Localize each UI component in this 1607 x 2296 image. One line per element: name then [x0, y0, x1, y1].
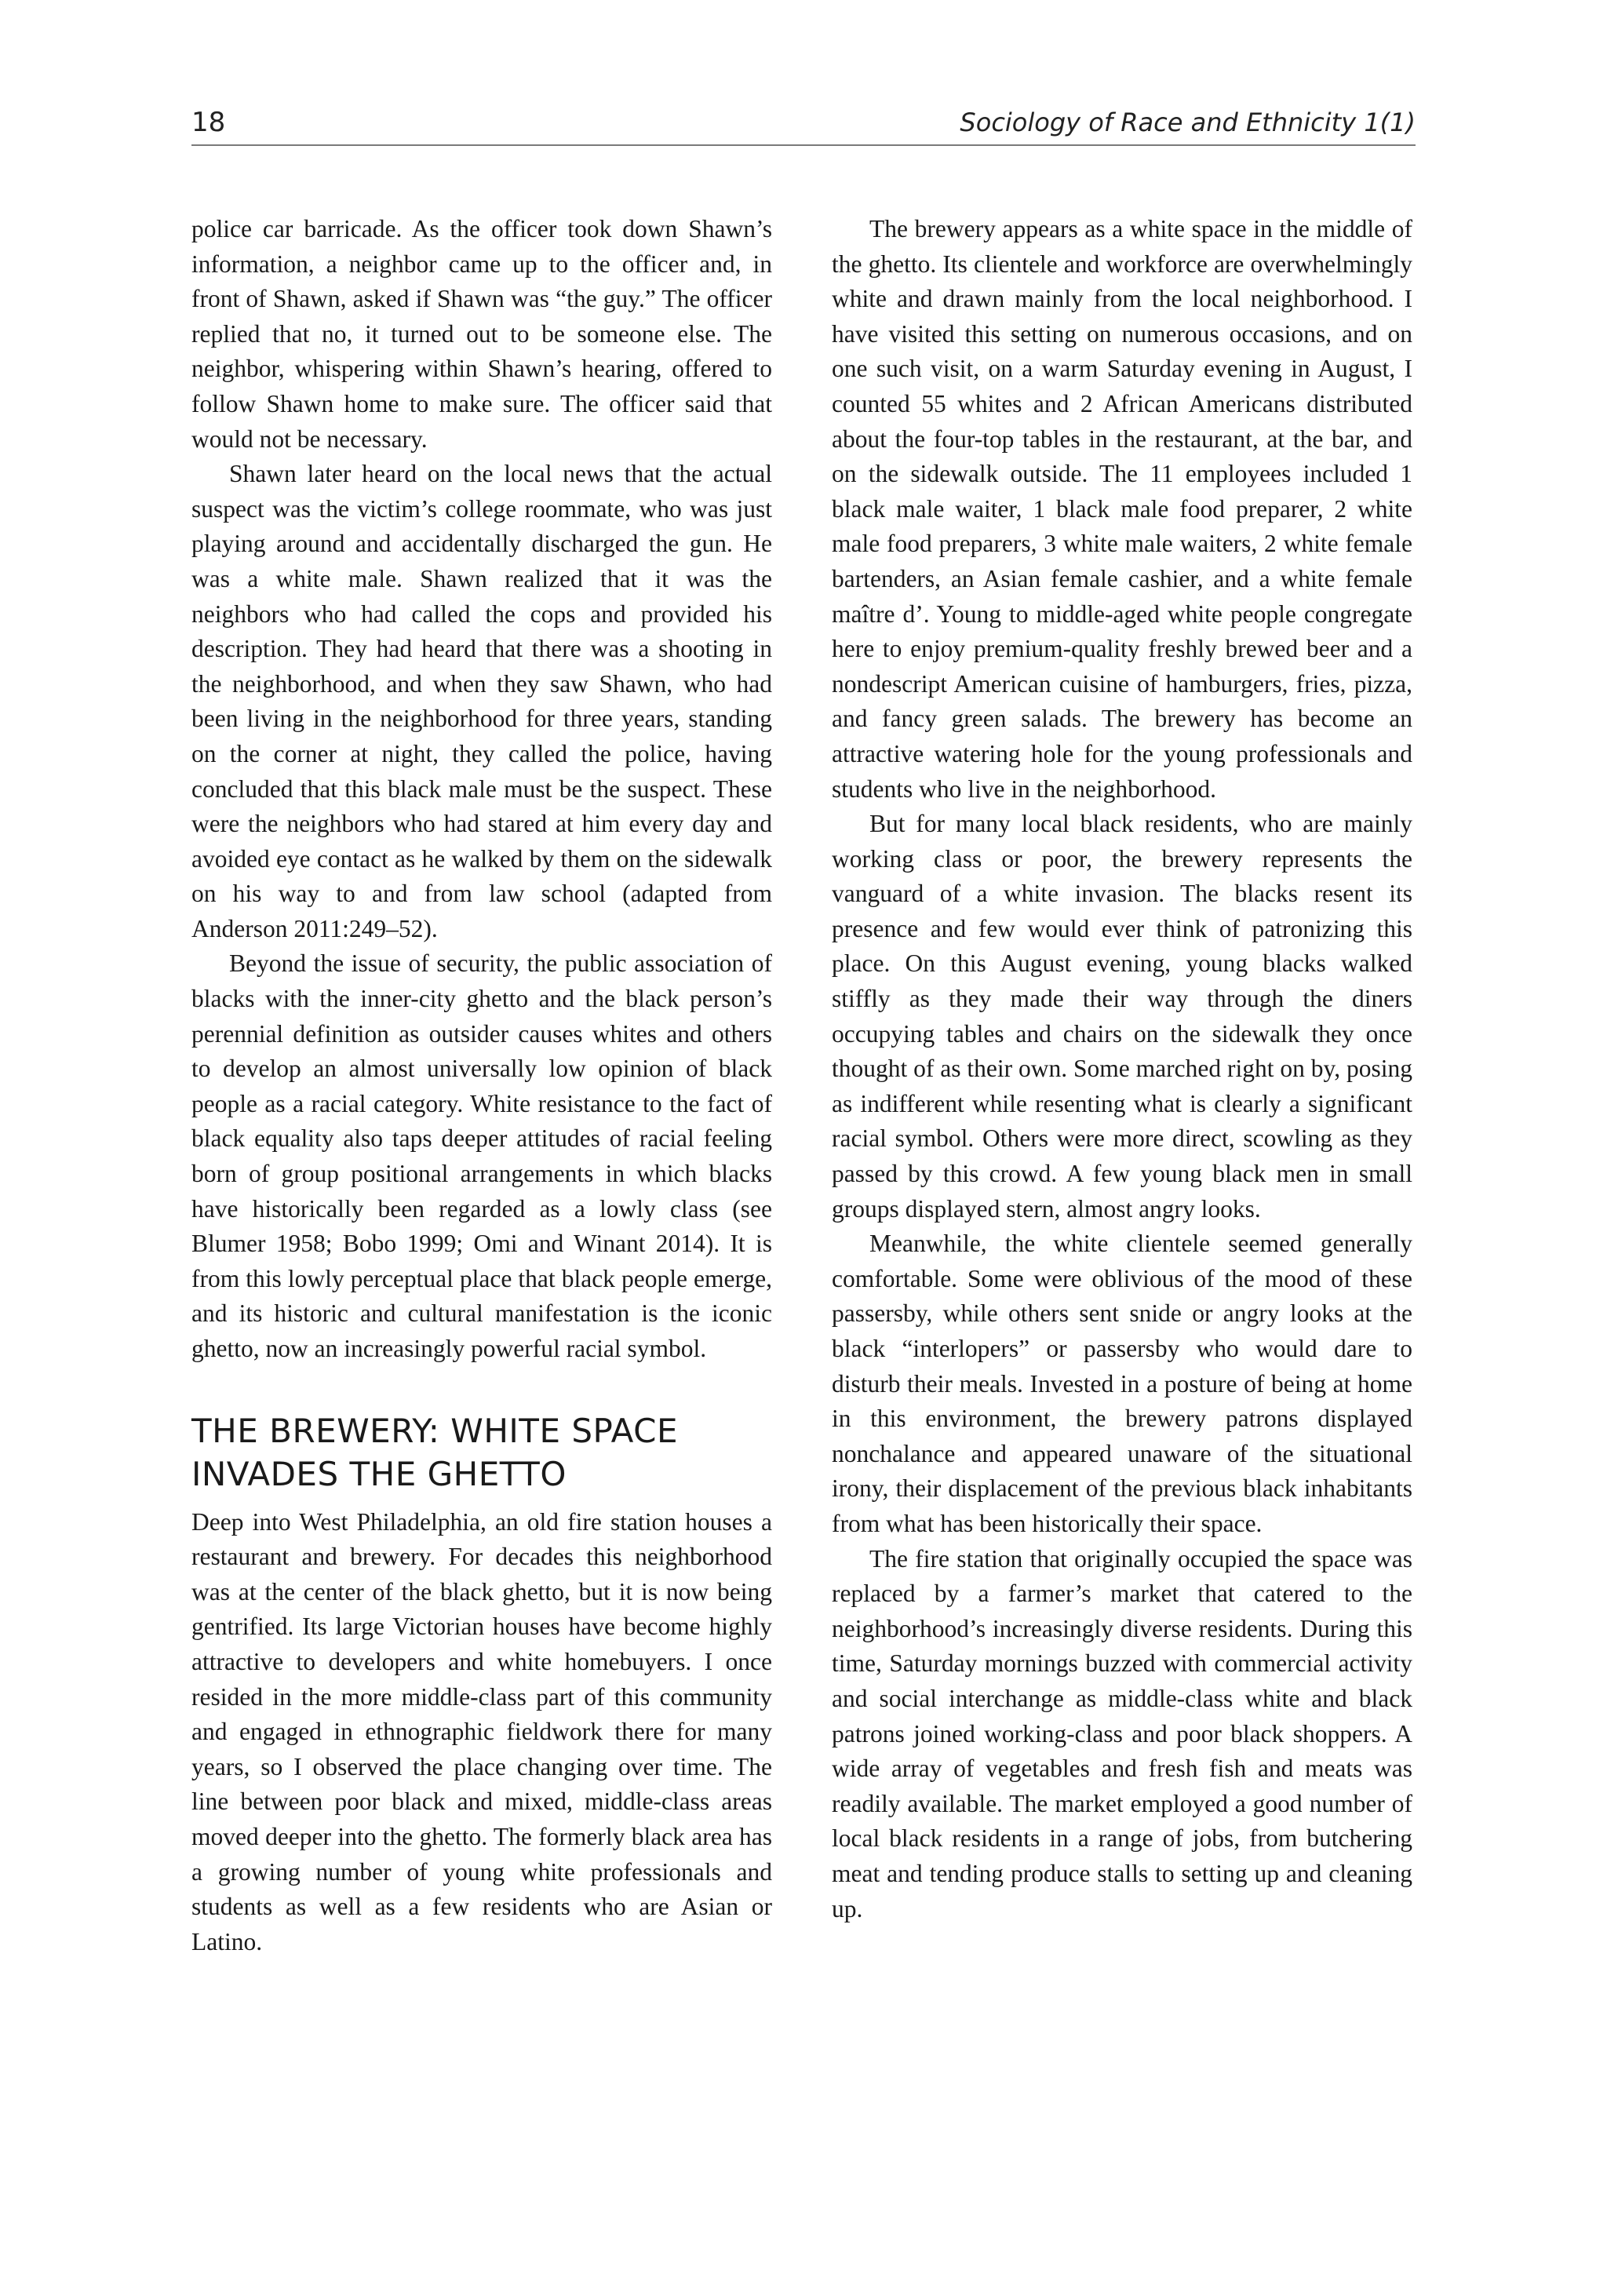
body-paragraph: The brewery appears as a white space in the middle of the ghetto. Its clientele and workforce are overwhelmingly white and drawn mainly from the local neighborhood. I have visited this setting on numerous occasions, and on one such visit, on a warm Saturday evening in August, I counted 55 whites and 2 African Americans distributed about the four-top tables in the restaurant, at the bar, and on the sidewalk outside. The 11 employees included 1 black male waiter, 1 black male food preparer, 2 white male food preparers, 3 white male waiters, 2 white female bartenders, an Asian female cashier, and a white female maître d’. Young to middle-aged white people congregate here to enjoy premium-quality freshly brewed beer and a nondescript American cuisine of hamburgers, fries, pizza, and fancy green salads. The brewery has become an attractive watering hole for the young professionals and students who live in the neighborhood.: [832, 215, 1412, 803]
journal-title: Sociology of Race and Ethnicity 1(1): [960, 108, 1416, 137]
body-paragraph: Beyond the issue of security, the public association of blacks with the inner-city ghetto and the black person’s perennial definition as outsider causes whites and others to develop an almost universally low opinion of black people as a racial category. White resistance to the fact of black equality also taps deeper attitudes of racial feeling born of group positional arrangements in which blacks have historically been regarded as a lowly class (see Blumer 1958; Bobo 1999; Omi and Winant 2014). It is from this lowly perceptual place that black people emerge, and its historic and cultural manifestation is the iconic ghetto, now an increasingly powerful racial symbol.: [191, 949, 772, 1362]
body-paragraph: But for many local black residents, who are mainly working class or poor, the brewery represents the vanguard of a white invasion. The blacks resent its presence and few would ever think of patronizing this place. On this August evening, young blacks walked stiffly as they made their way through the diners occupying tables and chairs on the sidewalk they once thought of as their own. Some marched right on by, posing as indifferent while resenting what is clearly a significant racial symbol. Others were more direct, scowling as they passed by this crowd. A few young black men in small groups displayed stern, almost angry looks.: [832, 810, 1412, 1223]
page-number: 18: [191, 107, 226, 138]
body-paragraph: Meanwhile, the white clientele seemed generally comfortable. Some were oblivious of the mood of these passersby, while others sent snide or angry looks at the black “interlopers” or passersby who would dare to disturb their meals. Invested in a posture of being at home in this environment, the brewery patrons displayed nonchalance and appeared unaware of the situational irony, their displacement of the previous black inhabitants from what has been historically their space.: [832, 1230, 1412, 1537]
running-header: [191, 100, 1416, 146]
left-column: [191, 212, 772, 1959]
right-column: [832, 212, 1412, 1926]
body-paragraph: The fire station that originally occupied the space was replaced by a farmer’s market that catered to the neighborhood’s increasingly diverse residents. During this time, Saturday mornings buzzed with commercial activity and social interchange as middle-class white and black patrons joined working-class and poor black shoppers. A wide array of vegetables and fresh fish and meats was readily available. The market employed a good number of local black residents in a range of jobs, from butchering meat and tending produce stalls to setting up and cleaning up.: [832, 1544, 1412, 1922]
body-paragraph: Shawn later heard on the local news that the actual suspect was the victim’s college roommate, who was just playing around and accidentally discharged the gun. He was a white male. Shawn realized that it was the neighbors who had called the cops and provided his description. They had heard that there was a shooting in the neighborhood, and when they saw Shawn, who had been living in the neighborhood for three years, standing on the corner at night, they called the police, having concluded that this black male must be the suspect. These were the neighbors who had stared at him every day and avoided eye contact as he walked by them on the sidewalk on his way to and from law school (adapted from Anderson 2011:249–52).: [191, 460, 772, 942]
section-heading: THE BREWERY: WHITE SPACE INVADES THE GHETTO: [191, 1411, 678, 1493]
body-paragraph: police car barricade. As the officer took down Shawn’s information, a neighbor came up to the officer and, in front of Shawn, asked if Shawn was “the guy.” The officer replied that no, it turned out to be someone else. The neighbor, whispering within Shawn’s hearing, offered to follow Shawn home to make sure. The officer said that would not be necessary.: [191, 215, 772, 453]
body-paragraph: Deep into West Philadelphia, an old fire station houses a restaurant and brewery. For decades this neighborhood was at the center of the black ghetto, but it is now being gentrified. Its large Victorian houses have become highly attractive to developers and white homebuyers. I once resided in the more middle-class part of this community and engaged in ethnographic fieldwork there for many years, so I observed the place changing over time. The line between poor black and mixed, middle-class areas moved deeper into the ghetto. The formerly black area has a growing number of young white professionals and students as well as a few residents who are Asian or Latino.: [191, 1507, 772, 1955]
